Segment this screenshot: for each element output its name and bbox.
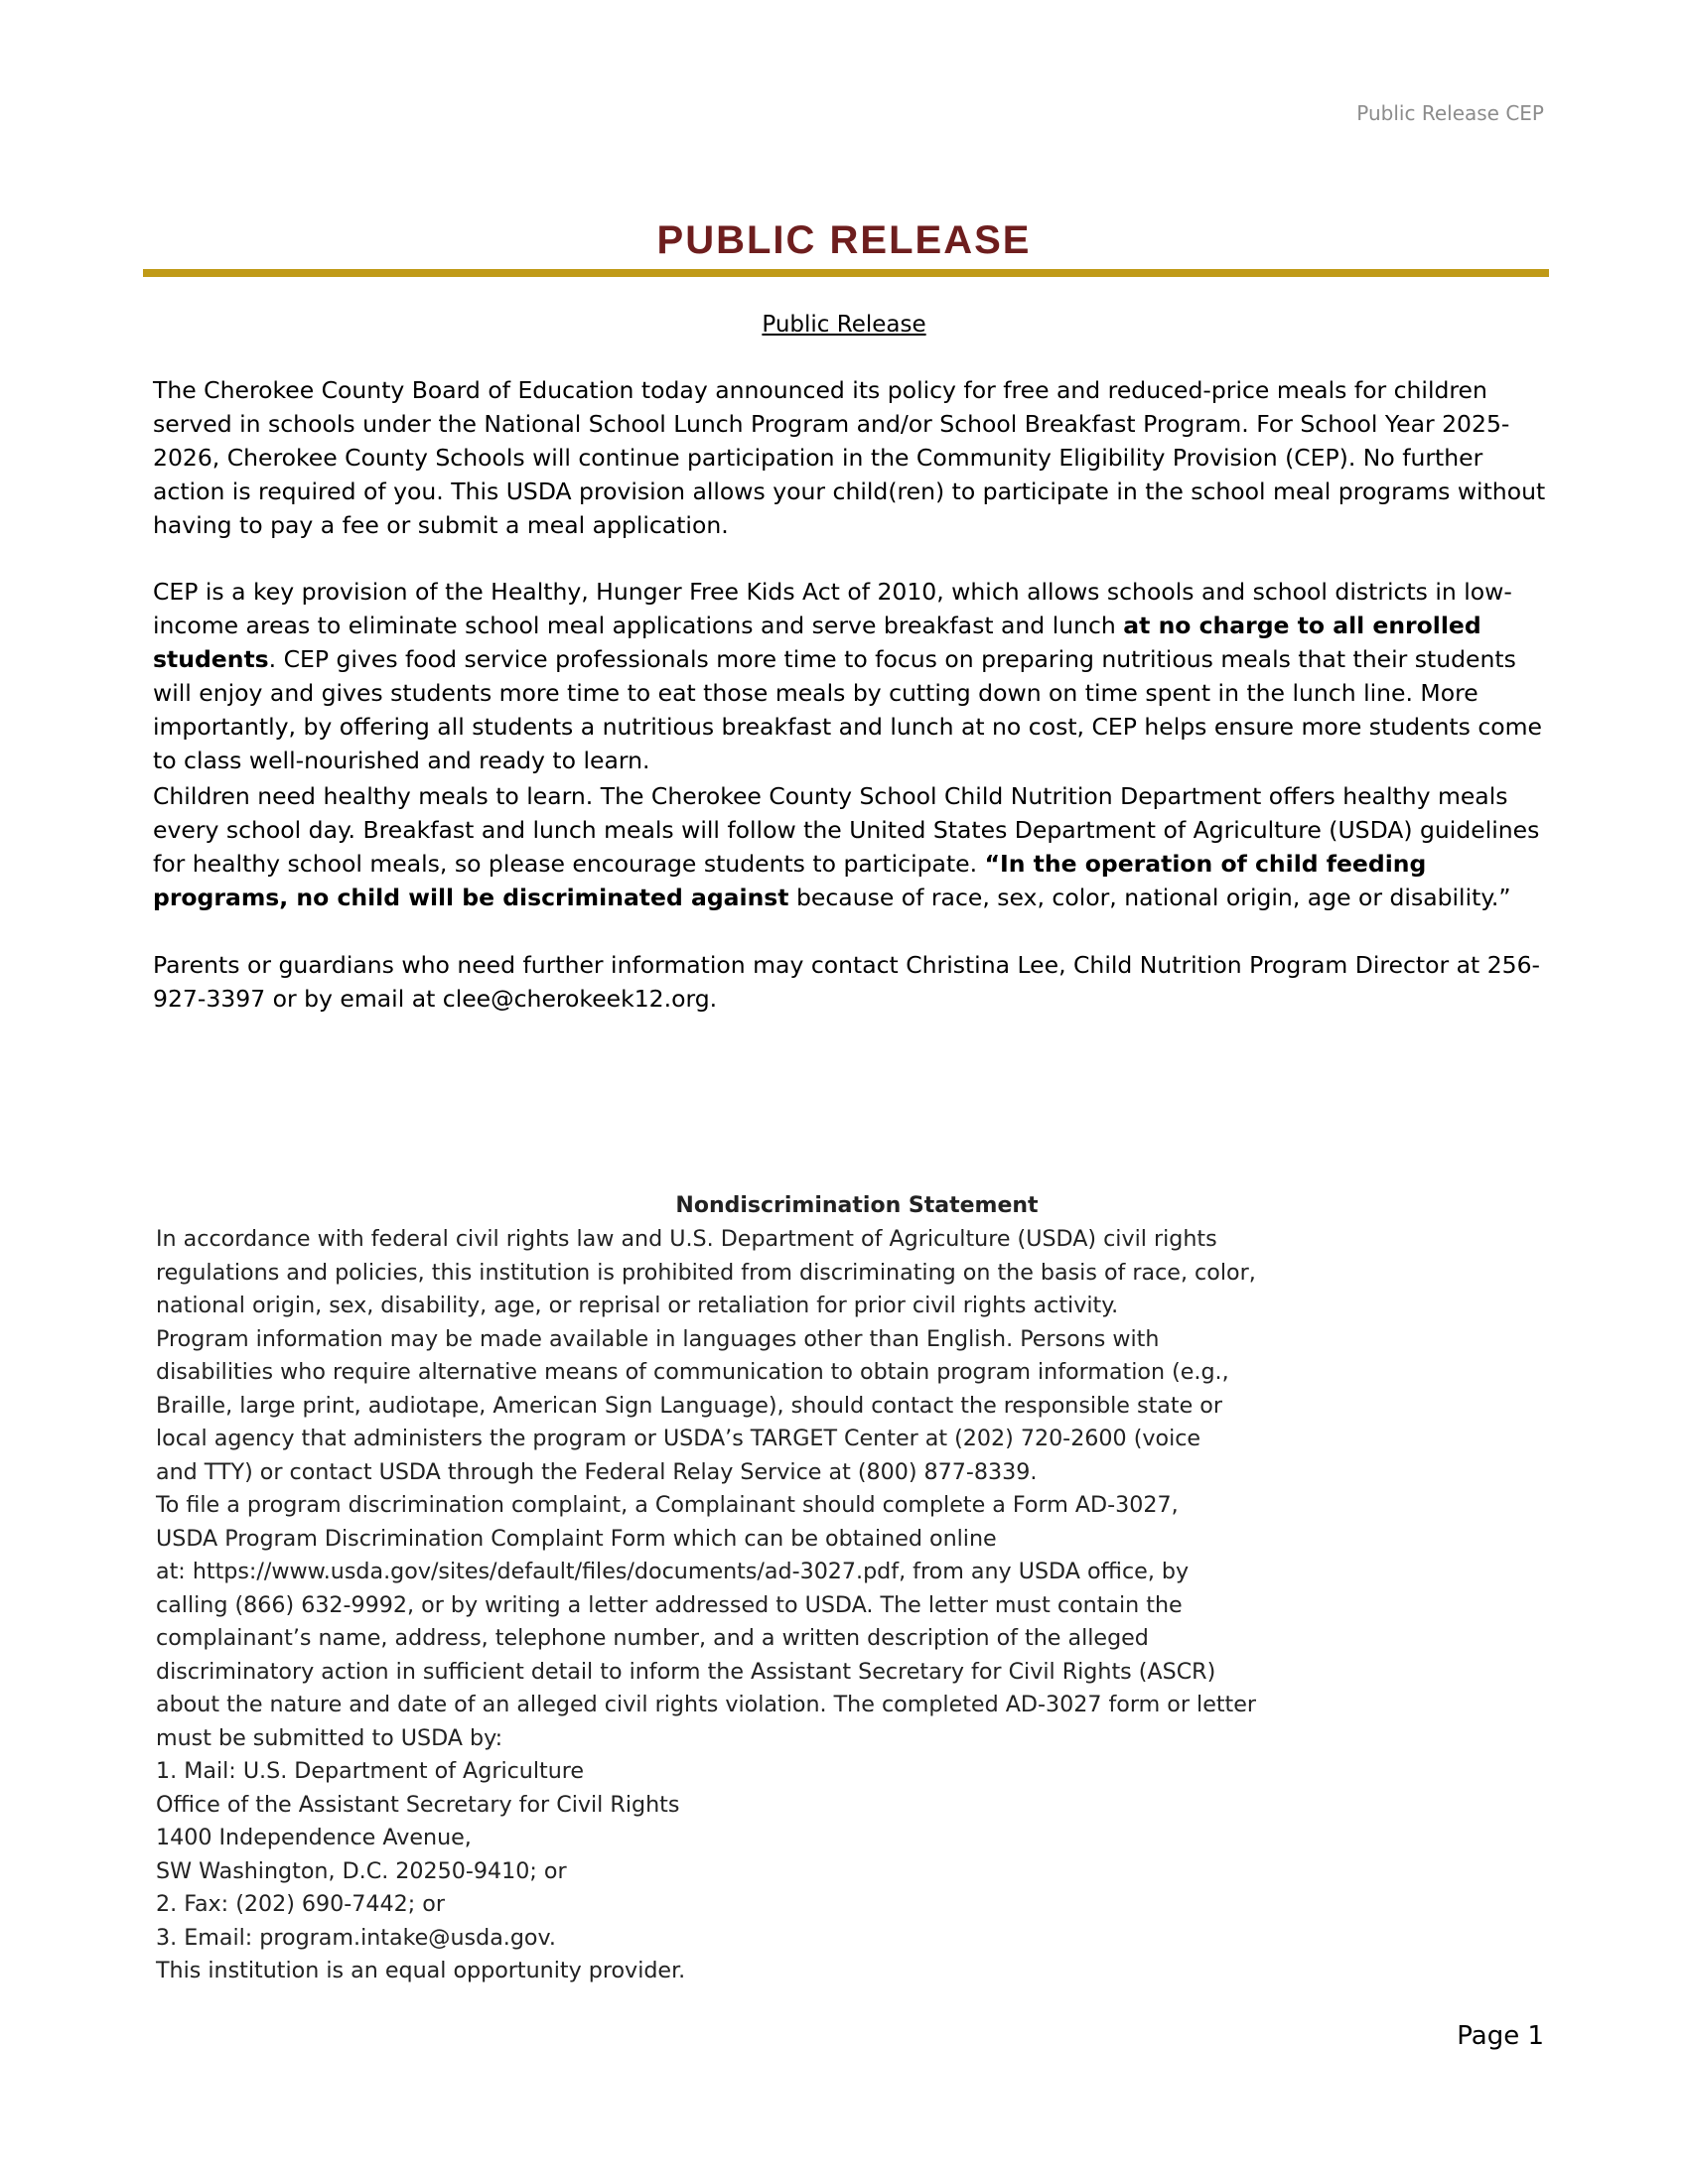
nondiscrimination-line: calling (866) 632-9992, or by writing a letter addressed to USDA. The letter must contain the [156,1591,1183,1618]
nondiscrimination-line: Braille, large print, audiotape, American Sign Language), should contact the responsible state or [156,1392,1222,1419]
nondiscrimination-title: Nondiscrimination Statement [675,1193,1039,1218]
page-title: PUBLIC RELEASE [656,218,1032,262]
nondiscrimination-line: disabilities who require alternative means of communication to obtain program information (e.g., [156,1359,1229,1385]
paragraph-healthy-meals [153,779,1548,914]
nondiscrimination-line: regulations and policies, this institution is prohibited from discriminating on the basis of race, color, [156,1259,1256,1286]
header-note: Public Release CEP [1356,101,1544,125]
nondiscrimination-line: about the nature and date of an alleged civil rights violation. The completed AD-3027 form or letter [156,1692,1257,1717]
nondiscrimination-line: local agency that administers the program or USDA’s TARGET Center at (202) 720-2600 (voice [156,1426,1201,1451]
paragraph-cep-text-b: . CEP gives food service professionals more time to focus on preparing nutritious meals that their students will enjoy and gives students more time to eat those meals by cutting down on time spent in the lunch line. More importantly, by offering all students a nutritious breakfast and lunch at no cost, CEP helps ensure more students come to class well-nourished and ready to learn. [153,645,1542,774]
nondiscrimination-line: discriminatory action in sufficient detail to inform the Assistant Secretary for Civil Rights (ASCR) [156,1658,1216,1685]
nondiscrimination-line: complainant’s name, address, telephone number, and a written description of the alleged [156,1625,1149,1651]
nondiscrimination-line: at: https://www.usda.gov/sites/default/files/documents/ad-3027.pdf, from any USDA office, by [156,1559,1190,1584]
title-rule [143,269,1549,277]
nondiscrimination-line: Program information may be made available in languages other than English. Persons with [156,1325,1160,1352]
nondiscrimination-line: 1. Mail: U.S. Department of Agriculture [156,1758,585,1784]
paragraph-cep [153,575,1548,777]
nondiscrimination-line: must be submitted to USDA by: [156,1724,503,1751]
paragraph-announcement: The Cherokee County Board of Education today announced its policy for free and reduced-price meals for children served in schools under the National School Lunch Program and/or School Breakfast Program. For School Year 2025-2026, Cherokee County Schools will continue participation in the Community Eligibility Provision (CEP). No further action is required of you. This USDA provision allows your child(ren) to participate in the school meal programs without having to pay a fee or submit a meal application. [153,376,1546,539]
nondiscrimination-line: To file a program discrimination complaint, a Complainant should complete a Form AD-3027, [156,1492,1179,1518]
nondiscrimination-line: In accordance with federal civil rights law and U.S. Department of Agriculture (USDA) civil rights [156,1226,1217,1252]
nondiscrimination-body [156,1223,1283,1988]
nondiscrimination-line: and TTY) or contact USDA through the Federal Relay Service at (800) 877-8339. [156,1458,1038,1485]
paragraph-healthy-meals-text-b: because of race, sex, color, national origin, age or disability.” [788,884,1511,911]
paragraph-cep-text-a: CEP is a key provision of the Healthy, Hunger Free Kids Act of 2010, which allows schools and school districts in low-income areas to eliminate school meal applications and serve breakfast and lunch [153,578,1512,639]
nondiscrimination-line: SW Washington, D.C. 20250-9410; or [156,1857,567,1884]
nondiscrimination-line: 2. Fax: (202) 690-7442; or [156,1891,445,1917]
subtitle: Public Release [762,312,926,338]
paragraph-cep-emphasis: at no charge to all enrolled students [153,612,1481,673]
paragraph-contact: Parents or guardians who need further information may contact Christina Lee, Child Nutrition Program Director at 256-927-3397 or by email at clee@cherokeek12.org. [153,951,1541,1013]
nondiscrimination-line: 3. Email: program.intake@usda.gov. [156,1924,556,1951]
nondiscrimination-line: USDA Program Discrimination Complaint Form which can be obtained online [156,1525,997,1552]
paragraph-healthy-meals-quote: “In the operation of child feeding programs, no child will be discriminated against [153,850,1427,911]
page-number: Page 1 [1457,2021,1544,2051]
nondiscrimination-line: 1400 Independence Avenue, [156,1825,472,1850]
nondiscrimination-line: This institution is an equal opportunity provider. [156,1958,686,1983]
paragraph-healthy-meals-text-a: Children need healthy meals to learn. The Cherokee County School Child Nutrition Department offers healthy meals every school day. Breakfast and lunch meals will follow the United States Department of Agriculture (USDA) guidelines for healthy school meals, so please encourage students to participate. [153,782,1540,878]
nondiscrimination-line: national origin, sex, disability, age, or reprisal or retaliation for prior civil rights activity. [156,1293,1119,1318]
nondiscrimination-line: Office of the Assistant Secretary for Civil Rights [156,1791,680,1818]
